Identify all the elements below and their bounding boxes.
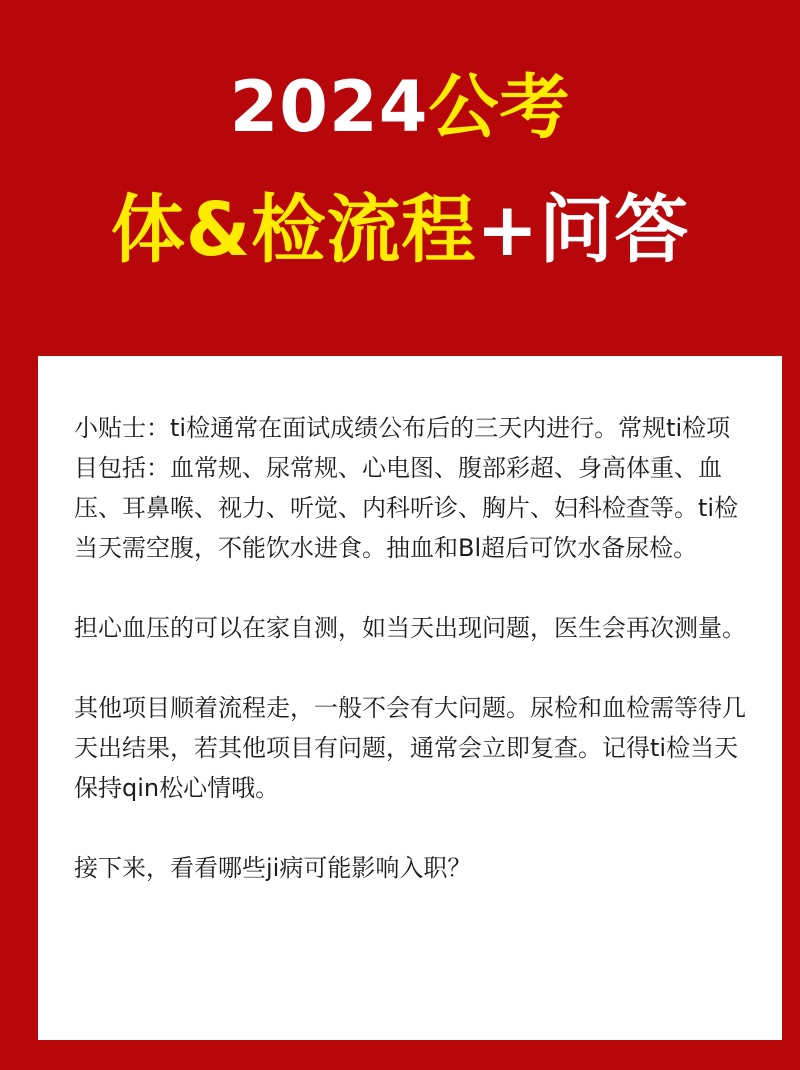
title-qa: +问答 xyxy=(476,187,690,273)
blood-pressure-paragraph: 担心血压的可以在家自测，如当天出现问题，医生会再次测量。 xyxy=(74,614,746,642)
title-year: 2024 xyxy=(229,66,429,148)
content-card xyxy=(38,356,782,1040)
other-items-paragraph: 其他项目顺着流程走，一般不会有大问题。尿检和血检需等待几天出结果，若其他项目有问题，通常会立即复查。记得ti检当天保持qin松心情哦。 xyxy=(74,694,746,802)
card-body xyxy=(74,408,746,888)
title-line-1 xyxy=(0,62,800,152)
title-line-2 xyxy=(0,182,800,278)
title-exam-word: 公考 xyxy=(428,66,571,148)
tips-paragraph: 小贴士：ti检通常在面试成绩公布后的三天内进行。常规ti检项目包括：血常规、尿常规、心电图、腹部彩超、身高体重、血压、耳鼻喉、视力、听觉、内科听诊、胸片、妇科检查等。ti检当天需空腹，不能饮水进食。抽血和Bl超后可饮水备尿检。 xyxy=(74,414,739,562)
next-topic-paragraph: 接下来，看看哪些ji病可能影响入职？ xyxy=(74,854,472,882)
title-checkup-process: 体&检流程 xyxy=(110,187,477,273)
